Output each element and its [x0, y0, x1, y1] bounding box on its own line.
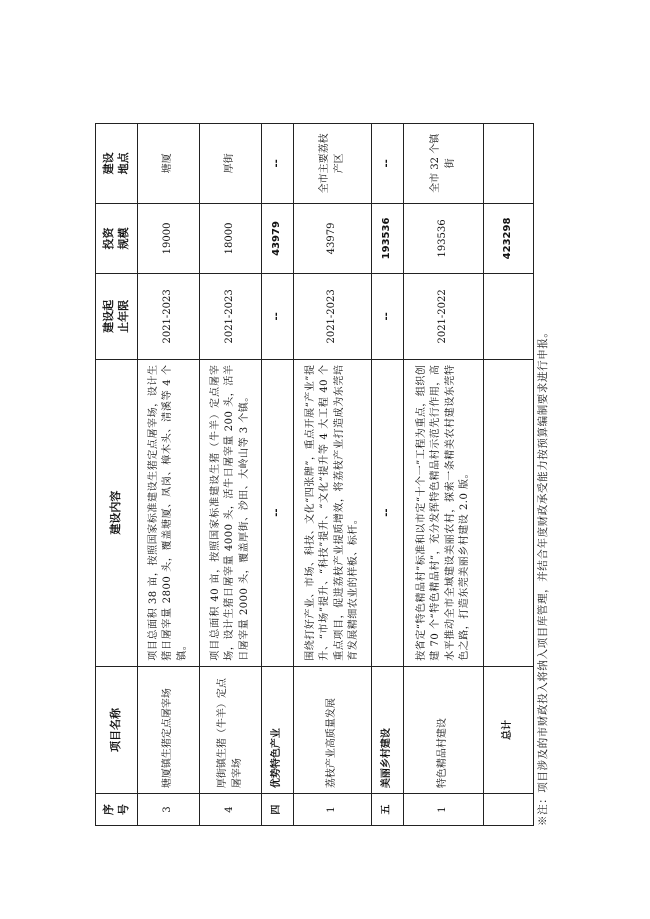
section-seq: 五	[372, 794, 404, 826]
cell-seq: 3	[138, 794, 200, 826]
cell-content: 项目总面积 40 亩，按照国家标准建设生猪（牛羊）定点屠宰场，设计生猪日屠宰量 4000 头，活牛日屠宰量 200 头，活羊日屠宰量 2000 头，覆盖厚街、沙田、大岭山等 3 个镇。	[200, 359, 262, 666]
section-row	[372, 124, 404, 826]
section-place: --	[372, 124, 404, 204]
cell-place: 全市 32 个镇街	[404, 124, 484, 204]
section-seq: 四	[262, 794, 294, 826]
header-name: 项目名称	[96, 666, 138, 793]
table-row	[138, 124, 200, 826]
header-seq: 序号	[96, 794, 138, 826]
header-place	[96, 124, 138, 204]
cell-seq: 1	[404, 794, 484, 826]
cell-place: 全市主要荔枝产区	[294, 124, 372, 204]
cell-period: 2021-2023	[294, 274, 372, 359]
cell-period: 2021-2022	[404, 274, 484, 359]
cell-name: 塘厦镇生猪定点屠宰场	[138, 666, 200, 793]
cell-content: 围绕打好产业、市场、科技、文化“四张牌”，重点开展“产业”提升、“市场”提升、“科技”提升、“文化”提升等 4 大工程 40 个重点项目，促进荔枝产业提质增效，将荔枝产业打造成为东莞培育发展精细农业的样板、标杆。	[294, 359, 372, 666]
header-place-line1: 建设	[102, 152, 116, 175]
section-content: --	[372, 359, 404, 666]
table-row	[200, 124, 262, 826]
cell-period: 2021-2023	[200, 274, 262, 359]
footnote: ※注：项目涉及的市财政投入将纳入项目库管理，并结合年度财政承受能力按预算编制要求进行申报。	[537, 326, 549, 826]
header-period-line2: 止年限	[116, 299, 130, 333]
cell-content: 项目总面积 38 亩，按照国家标准建设生猪定点屠宰场，设计生猪日屠宰量 2800 头，覆盖塘厦、凤岗、樟木头、清溪等 4 个镇。	[138, 359, 200, 666]
section-period: --	[372, 274, 404, 359]
header-invest-line2: 规模	[116, 227, 130, 250]
cell-period: 2021-2023	[138, 274, 200, 359]
cell-name: 厚街镇生猪（牛羊）定点屠宰场	[200, 666, 262, 793]
cell-place: 厚街	[200, 124, 262, 204]
section-content: --	[262, 359, 294, 666]
cell-seq: 4	[200, 794, 262, 826]
project-table	[95, 123, 534, 826]
table-row	[294, 124, 372, 826]
total-label: 总计	[484, 666, 534, 793]
table-header-row	[96, 124, 138, 826]
total-seq-empty	[484, 794, 534, 826]
section-invest: 193536	[372, 203, 404, 274]
header-invest	[96, 203, 138, 274]
section-row	[262, 124, 294, 826]
section-period: --	[262, 274, 294, 359]
cell-invest: 18000	[200, 203, 262, 274]
cell-invest: 43979	[294, 203, 372, 274]
total-invest: 423298	[484, 203, 534, 274]
cell-content: 按省定“特色精品村”标准和以市定“十个一”工程为重点，组织创建 70 个“特色精品村”，充分发挥特色精品村示范先行作用，高水平推动全市全域建设美丽农村，探索一条精美农村建设东莞特色之路，打造东莞美丽乡村建设 2.0 版。	[404, 359, 484, 666]
total-content-empty	[484, 359, 534, 666]
header-period	[96, 274, 138, 359]
total-period-empty	[484, 274, 534, 359]
header-place-line2: 地点	[116, 152, 130, 175]
header-period-line1: 建设起	[102, 299, 116, 333]
cell-name: 特色精品村建设	[404, 666, 484, 793]
cell-invest: 193536	[404, 203, 484, 274]
section-invest: 43979	[262, 203, 294, 274]
cell-place: 塘厦	[138, 124, 200, 204]
section-place: --	[262, 124, 294, 204]
header-content: 建设内容	[96, 359, 138, 666]
section-name: 优势特色产业	[262, 666, 294, 793]
total-place-empty	[484, 124, 534, 204]
section-name: 美丽乡村建设	[372, 666, 404, 793]
header-invest-line1: 投资	[102, 227, 116, 250]
cell-invest: 19000	[138, 203, 200, 274]
cell-name: 荔枝产业高质量发展	[294, 666, 372, 793]
table-row	[404, 124, 484, 826]
cell-seq: 1	[294, 794, 372, 826]
total-row	[484, 124, 534, 826]
